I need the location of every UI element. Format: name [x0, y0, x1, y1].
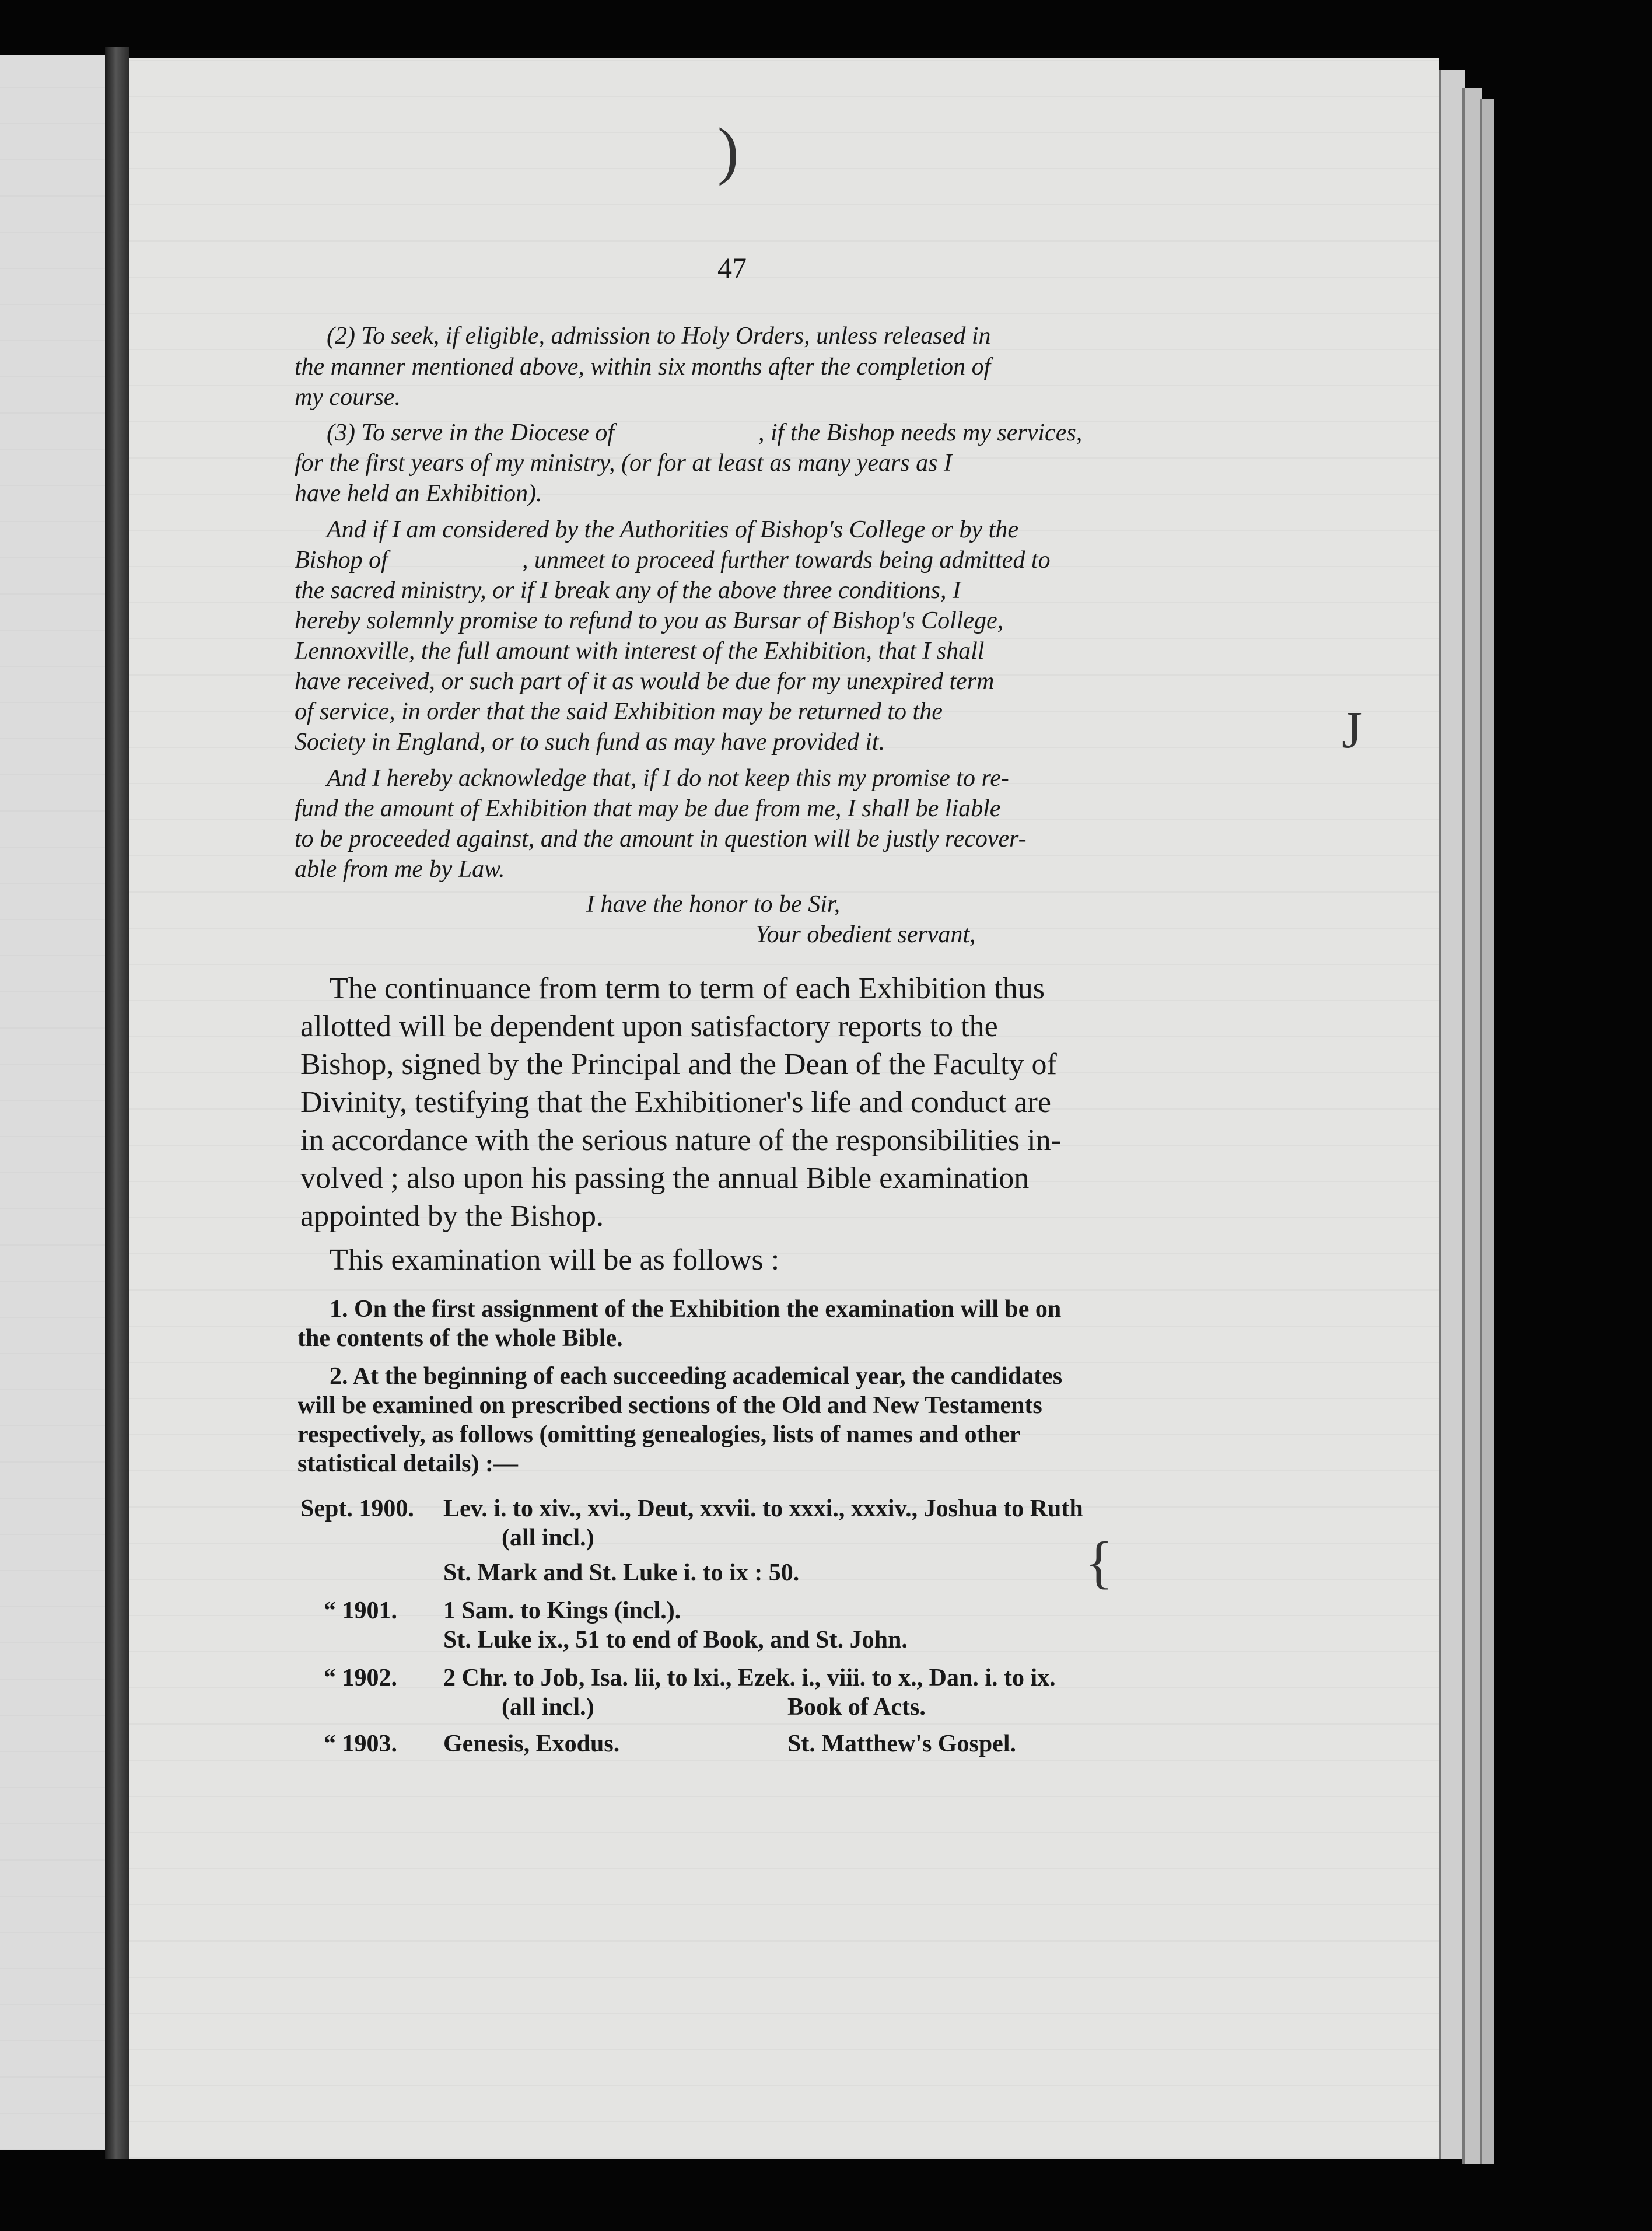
- body-line: Divinity, testifying that the Exhibitioner's life and conduct are: [300, 1086, 1051, 1119]
- rule-line: 2. At the beginning of each succeeding academical year, the candidates: [330, 1363, 1063, 1390]
- pledge-line: Lennoxville, the full amount with interest of the Exhibition, that I shall: [295, 638, 985, 665]
- schedule-line: 2 Chr. to Job, Isa. lii, to lxi., Ezek. i., viii. to x., Dan. i. to ix.: [443, 1664, 1056, 1691]
- schedule-line: Book of Acts.: [788, 1694, 926, 1721]
- rule-line: statistical details) :—: [298, 1450, 518, 1477]
- schedule-line: Lev. i. to xiv., xvi., Deut, xxvii. to xxxi., xxxiv., Joshua to Ruth: [443, 1495, 1083, 1522]
- schedule-line: Genesis, Exodus.: [443, 1730, 620, 1757]
- schedule-line: St. Mark and St. Luke i. to ix : 50.: [443, 1559, 800, 1586]
- schedule-line: (all incl.): [502, 1694, 594, 1721]
- pledge-line: , unmeet to proceed further towards being admitted to: [522, 547, 1051, 574]
- closing-signature-line: Your obedient servant,: [755, 921, 976, 948]
- schedule-year: “ 1902.: [324, 1664, 397, 1691]
- pledge-line: able from me by Law.: [295, 856, 505, 883]
- pledge-line: And I hereby acknowledge that, if I do not keep this my promise to re-: [327, 765, 1009, 792]
- body-line: appointed by the Bishop.: [300, 1200, 604, 1233]
- rule-line: will be examined on prescribed sections of the Old and New Testaments: [298, 1392, 1042, 1419]
- pledge-line: have received, or such part of it as would be due for my unexpired term: [295, 668, 995, 695]
- schedule-line: St. Luke ix., 51 to end of Book, and St. John.: [443, 1627, 908, 1653]
- pledge-line: have held an Exhibition).: [295, 480, 542, 507]
- rule-line: the contents of the whole Bible.: [298, 1325, 623, 1352]
- pledge-line: hereby solemnly promise to refund to you as Bursar of Bishop's College,: [295, 607, 1004, 634]
- exam-intro: This examination will be as follows :: [330, 1243, 780, 1277]
- pledge-line: (2) To seek, if eligible, admission to Holy Orders, unless released in: [327, 323, 991, 349]
- page-stack-edge: [1439, 70, 1465, 2159]
- pledge-line: of service, in order that the said Exhibition may be returned to the: [295, 698, 943, 725]
- body-line: volved ; also upon his passing the annual Bible examination: [300, 1162, 1030, 1195]
- page-stack-edge: [1462, 88, 1482, 2164]
- pledge-line: the sacred ministry, or if I break any of the above three conditions, I: [295, 577, 961, 604]
- pencil-mark: J: [1342, 701, 1363, 759]
- schedule-line: (all incl.): [502, 1524, 594, 1551]
- pledge-line: the manner mentioned above, within six months after the completion of: [295, 354, 991, 380]
- book-gutter: [105, 47, 130, 2159]
- page-number: 47: [718, 251, 747, 284]
- pledge-line: to be proceeded against, and the amount in question will be justly recover-: [295, 826, 1027, 852]
- body-line: Bishop, signed by the Principal and the Dean of the Faculty of: [300, 1048, 1057, 1081]
- schedule-year: “ 1901.: [324, 1597, 397, 1624]
- body-line: The continuance from term to term of each Exhibition thus: [330, 972, 1045, 1005]
- schedule-line: 1 Sam. to Kings (incl.).: [443, 1597, 681, 1624]
- body-line: allotted will be dependent upon satisfactory reports to the: [300, 1010, 998, 1043]
- schedule-line: St. Matthew's Gospel.: [788, 1730, 1016, 1757]
- pledge-line: Bishop of: [295, 547, 388, 574]
- pledge-line: fund the amount of Exhibition that may be due from me, I shall be liable: [295, 795, 1001, 822]
- pencil-mark: ): [718, 115, 739, 186]
- facing-page-edge: [0, 55, 105, 2150]
- pledge-line: my course.: [295, 384, 401, 411]
- rule-line: 1. On the first assignment of the Exhibition the examination will be on: [330, 1296, 1062, 1323]
- pledge-line: (3) To serve in the Diocese of: [327, 419, 615, 446]
- pledge-line: for the first years of my ministry, (or for at least as many years as I: [295, 450, 952, 477]
- body-line: in accordance with the serious nature of the responsibilities in-: [300, 1124, 1061, 1157]
- closing-salutation: I have the honor to be Sir,: [586, 891, 841, 918]
- rule-line: respectively, as follows (omitting genealogies, lists of names and other: [298, 1421, 1021, 1448]
- pledge-line: , if the Bishop needs my services,: [758, 419, 1083, 446]
- pledge-line: And if I am considered by the Authorities of Bishop's College or by the: [327, 516, 1019, 543]
- schedule-year: Sept. 1900.: [300, 1495, 414, 1522]
- page-stack-edge: [1480, 99, 1494, 2164]
- pledge-line: Society in England, or to such fund as may have provided it.: [295, 729, 886, 756]
- schedule-year: “ 1903.: [324, 1730, 397, 1757]
- pencil-mark: {: [1085, 1530, 1113, 1594]
